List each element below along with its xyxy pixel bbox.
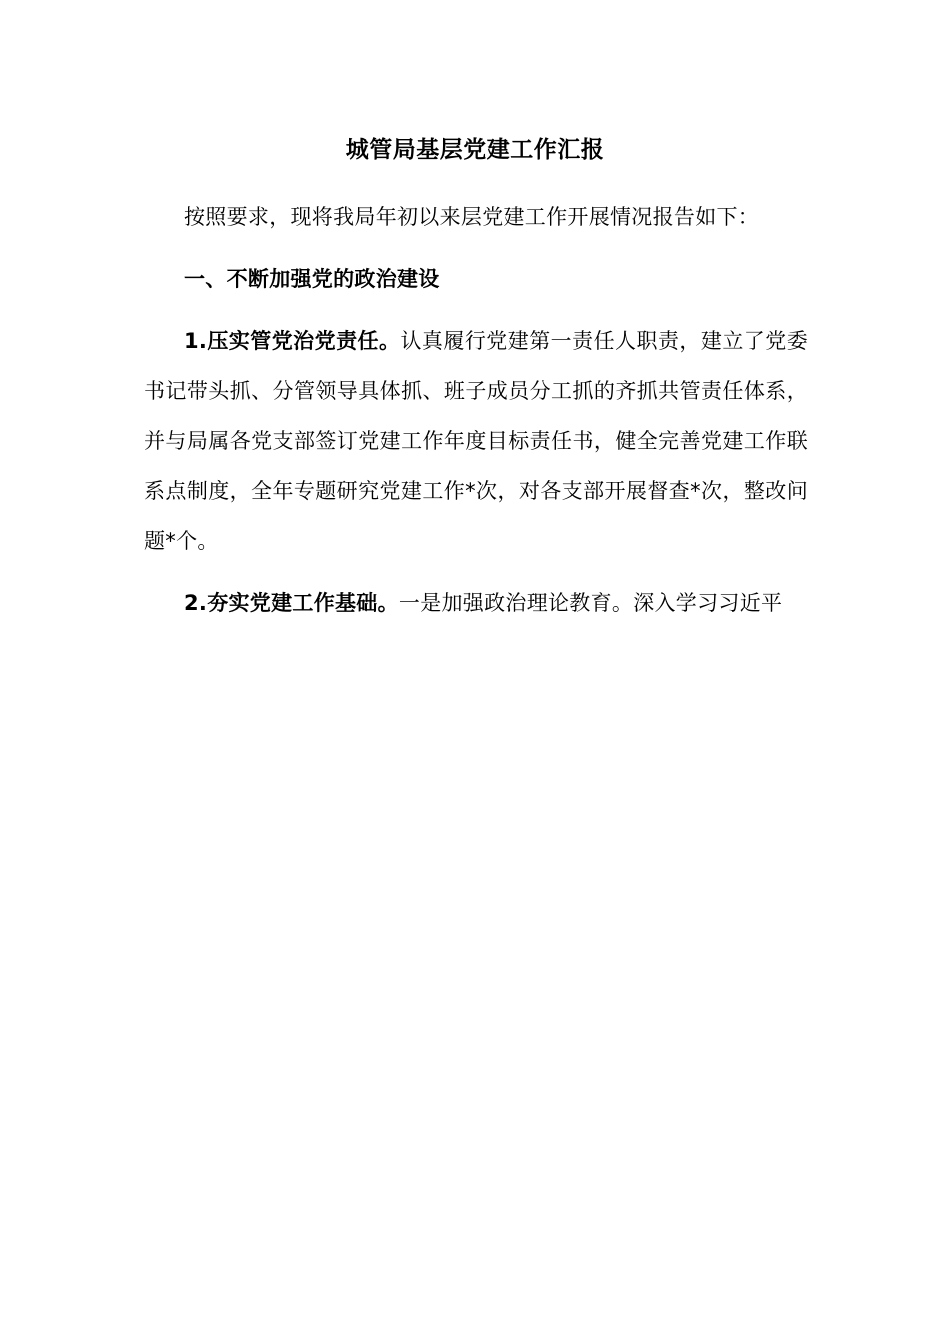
paragraph-2-lead: 2.夯实党建工作基础。 (184, 591, 399, 615)
intro-paragraph: 按照要求，现将我局年初以来层党建工作开展情况报告如下： (184, 205, 760, 229)
paragraph-2-text: 一是加强政治理论教育。深入学习习近平 (398, 591, 783, 615)
paragraph-2 (144, 578, 808, 628)
document-title: 城管局基层党建工作汇报 (345, 137, 605, 163)
paragraph-1-lead: 1.压实管党治党责任。 (184, 329, 401, 353)
section-heading: 一、不断加强党的政治建设 (184, 267, 440, 291)
paragraph-1 (144, 316, 808, 566)
paragraph-1-text: 认真履行党建第一责任人职责，建立了党委书记带头抓、分管领导具体抓、班子成员分工抓的齐抓共管责任体系，并与局属各党支部签订党建工作年度目标责任书，健全完善党建工作联系点制度，全年专题研究党建工作*次，对各支部开展督查*次，整改问题*个。 (144, 329, 808, 553)
